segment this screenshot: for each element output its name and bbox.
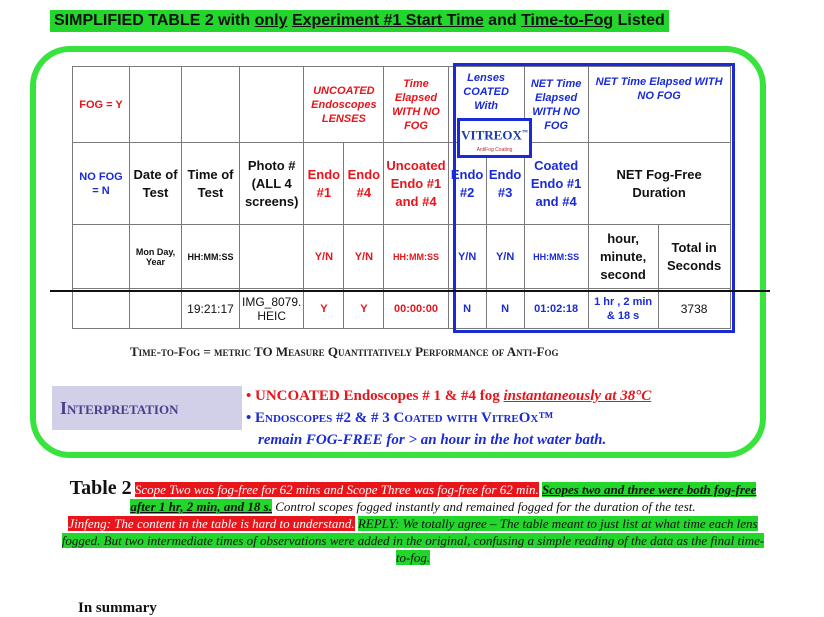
total-seconds-header: Total in Seconds xyxy=(658,225,730,289)
uncoated-time-format: HH:MM:SS xyxy=(384,225,448,289)
uncoated-time-value: 00:00:00 xyxy=(384,289,448,329)
net-time-elapsed-header: NET Time Elapsed WITH NO FOG xyxy=(524,67,588,143)
endo4-header: Endo #4 xyxy=(344,143,384,225)
net-fog-free-header: NET Fog-Free Duration xyxy=(588,143,730,225)
bullet-fog-free: remain FOG-FREE for > an hour in the hot water bath. xyxy=(258,432,607,448)
lenses-coated-header: Lenses COATED With xyxy=(448,67,524,143)
table-caption xyxy=(58,477,768,566)
caption-title: Table 2 xyxy=(69,477,132,499)
caption-text: Control scopes fogged instantly and remained fogged for the duration of the test. xyxy=(271,499,696,514)
reviewer-comment: Jinfeng: The content in the table is hard to understand. xyxy=(68,516,355,531)
endo4-value: Y xyxy=(344,289,384,329)
bullet-uncoated: • UNCOATED Endoscopes # 1 & #4 fog instantaneously at 38°C xyxy=(246,388,652,404)
endo3-value: N xyxy=(486,289,524,329)
no-fog-n-cell: NO FOG = N xyxy=(73,143,130,225)
date-format: Mon Day, Year xyxy=(130,225,182,289)
date-of-test-header: Date of Test xyxy=(130,143,182,225)
document-title: SIMPLIFIED TABLE 2 with only Experiment #1 Start Time and Time-to-Fog Listed xyxy=(50,10,669,32)
endo2-format: Y/N xyxy=(448,225,486,289)
coated-time-format: HH:MM:SS xyxy=(524,225,588,289)
comment-green: Scopes two and three were both fog-free after 1 hr, 2 min, and 18 s. xyxy=(130,482,757,514)
uncoated-endo-header: Uncoated Endo #1 and #4 xyxy=(384,143,448,225)
endo1-value: Y xyxy=(304,289,344,329)
fog-y-cell: FOG = Y xyxy=(73,67,130,143)
duration-value: 1 hr , 2 min & 18 s xyxy=(588,289,658,329)
start-time-value: 19:21:17 xyxy=(182,289,240,329)
time-of-test-header: Time of Test xyxy=(182,143,240,225)
photo-header: Photo # (ALL 4 screens) xyxy=(240,143,304,225)
reply-comment: REPLY: We totally agree – The table meant to just list at what time each lens fogged. But two intermediate times of observations were added in the original, confusing a simple reading of the data as the final time-to-fog. xyxy=(61,516,765,565)
uncoated-lenses-header: UNCOATED Endoscopes LENSES xyxy=(304,67,384,143)
time-format: HH:MM:SS xyxy=(182,225,240,289)
hour-min-sec-format: hour, minute, second xyxy=(588,225,658,289)
coated-endo-header: Coated Endo #1 and #4 xyxy=(524,143,588,225)
endo1-format: Y/N xyxy=(304,225,344,289)
endo1-header: Endo #1 xyxy=(304,143,344,225)
metric-definition: Time-to-Fog = metric TO Measure Quantitatively Performance of Anti-Fog xyxy=(130,344,559,359)
coated-highlight-box xyxy=(453,63,735,333)
coated-time-value: 01:02:18 xyxy=(524,289,588,329)
endo2-value: N xyxy=(448,289,486,329)
endo3-format: Y/N xyxy=(486,225,524,289)
summary-heading: In summary xyxy=(78,600,157,616)
photo-value: IMG_8079. HEIC xyxy=(240,289,304,329)
total-seconds-value: 3738 xyxy=(658,289,730,329)
interpretation-label: Interpretation xyxy=(60,398,179,418)
endo2-header: Endo #2 xyxy=(448,143,486,225)
time-elapsed-header: Time Elapsed WITH NO FOG xyxy=(384,67,448,143)
endo4-format: Y/N xyxy=(344,225,384,289)
bullet-coated: • Endoscopes #2 & # 3 Coated with VitreOx™ xyxy=(246,410,554,426)
endo3-header: Endo #3 xyxy=(486,143,524,225)
comment-red: Scope Two was fog-free for 62 mins and Scope Three was fog-free for 62 min. xyxy=(134,482,539,497)
net-time-elapsed-no-fog-header: NET Time Elapsed WITH NO FOG xyxy=(588,67,730,143)
vitreox-logo: VITREOX™ AntiFog Coating xyxy=(457,118,532,158)
divider-line xyxy=(50,290,770,292)
